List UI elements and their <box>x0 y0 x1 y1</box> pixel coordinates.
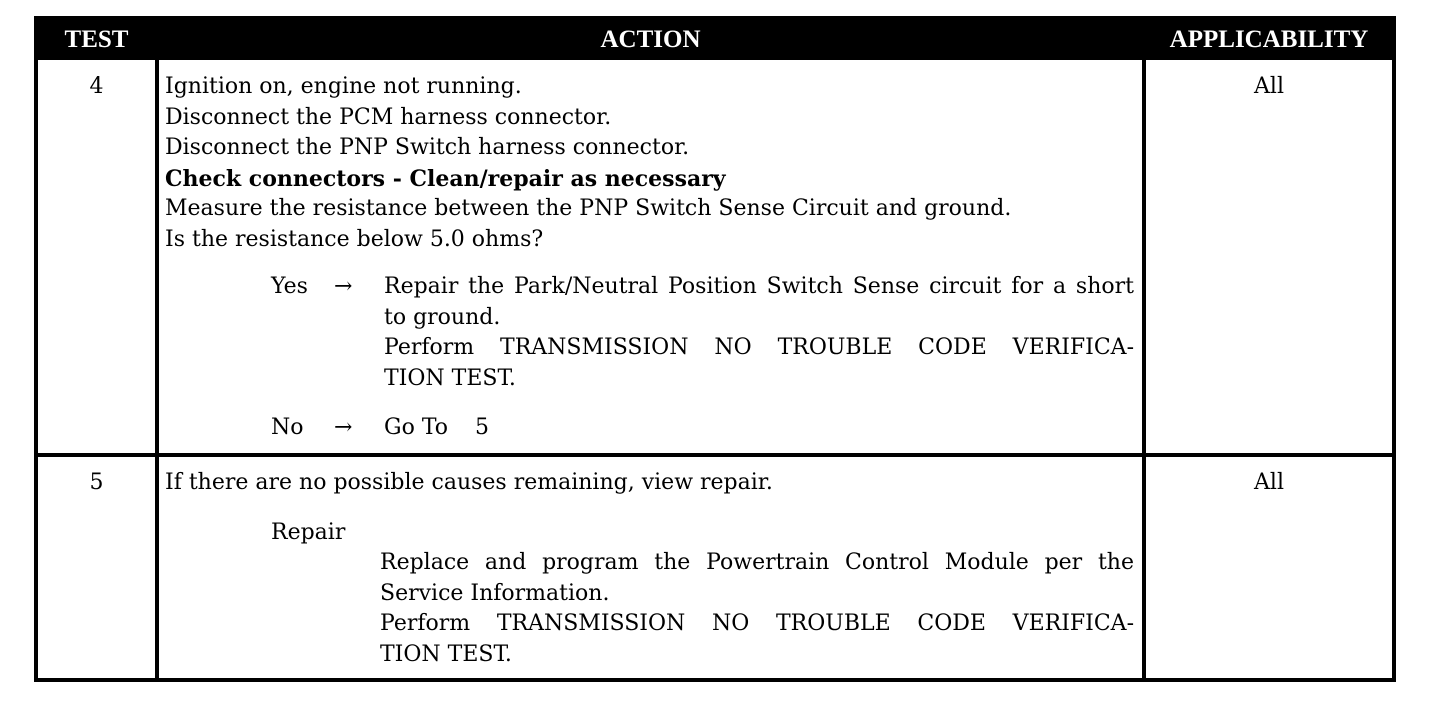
diagnostic-table <box>34 16 1396 682</box>
action-steps <box>165 72 1011 255</box>
yes-branch <box>38 272 1138 392</box>
step-line: Is the resistance below 5.0 ohms? <box>165 226 544 252</box>
yes-action-line: TION TEST. <box>384 365 516 391</box>
step-line: Ignition on, engine not running. <box>165 74 522 99</box>
go-to-text: Go To <box>384 415 449 440</box>
column-divider <box>1142 60 1146 678</box>
arrow-icon: → <box>334 274 353 299</box>
go-to-target[interactable]: 5 <box>475 415 489 440</box>
step-line: Disconnect the PNP Switch harness connector. <box>165 135 690 160</box>
yes-label: Yes <box>271 274 308 299</box>
step-line: Disconnect the PCM harness connector. <box>165 104 612 130</box>
repair-action-line: Service Information. <box>380 580 610 606</box>
yes-action-line: to ground. <box>384 304 501 330</box>
table-header <box>38 20 1392 60</box>
header-action: ACTION <box>600 26 701 53</box>
test-number: 5 <box>89 470 104 495</box>
step-line-emphasis: Check connectors - Clean/repair as necessary <box>165 165 726 192</box>
applicability-value: All <box>1254 470 1284 495</box>
repair-label: Repair <box>271 520 346 545</box>
yes-action <box>384 272 1134 394</box>
repair-action-line: Perform TRANSMISSION NO TROUBLE CODE VERIFICA- <box>380 611 1134 636</box>
no-label: No <box>271 415 304 440</box>
test-number: 4 <box>89 74 104 99</box>
step-line: If there are no possible causes remaining, view repair. <box>165 470 773 495</box>
repair-action-line: TION TEST. <box>380 641 512 667</box>
repair-branch <box>38 518 1138 668</box>
applicability-value: All <box>1254 74 1284 99</box>
row-divider <box>38 453 1392 457</box>
no-branch <box>38 413 1138 444</box>
yes-action-line: Repair the Park/Neutral Position Switch Sense circuit for a short <box>384 274 1134 299</box>
repair-action <box>380 548 1134 670</box>
header-applicability: APPLICABILITY <box>1169 26 1369 53</box>
repair-action-line: Replace and program the Powertrain Control Module per the <box>380 550 1134 575</box>
header-test: TEST <box>64 26 129 53</box>
step-line: Measure the resistance between the PNP Switch Sense Circuit and ground. <box>165 196 1012 221</box>
arrow-icon: → <box>334 415 353 440</box>
yes-action-line: Perform TRANSMISSION NO TROUBLE CODE VERIFICA- <box>384 335 1134 360</box>
